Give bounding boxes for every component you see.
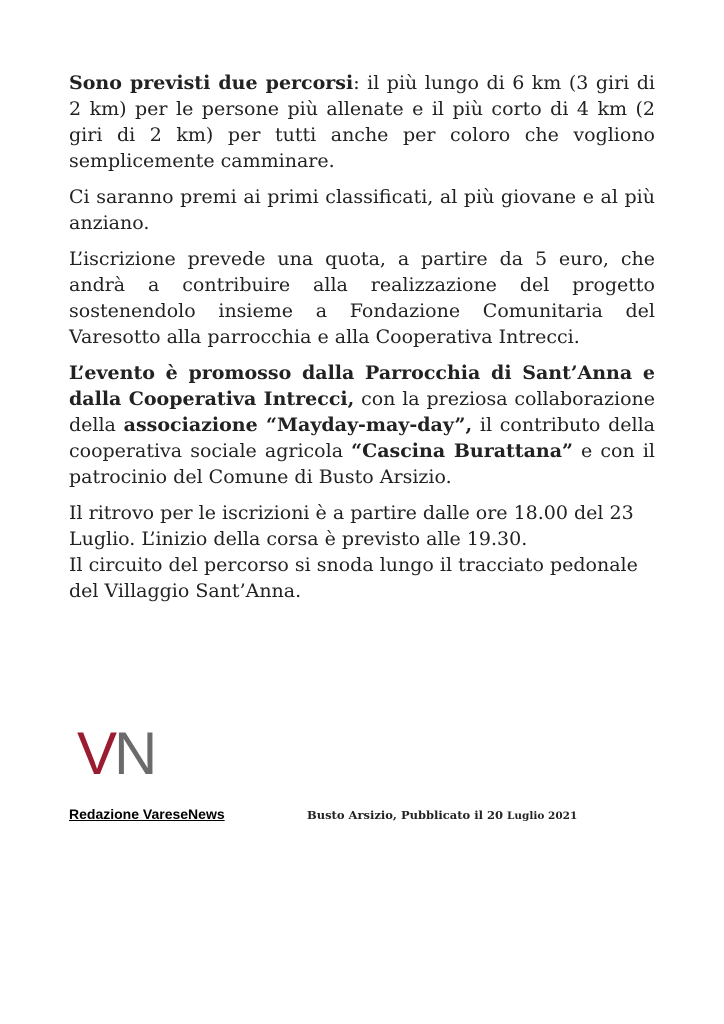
meeting-time: Il ritrovo per le iscrizioni è a partire dalle ore 18.00 del 23 Luglio. L’inizio della corsa è previsto alle 19.30. <box>69 502 634 550</box>
promoters-bold: L’evento è promosso dalla Parrocchia di Sant’Anna e dalla Cooperativa Intrecci, <box>69 362 655 410</box>
logo-letter-n: N <box>114 722 155 782</box>
paragraph-registration: L’iscrizione prevede una quota, a partire da 5 euro, che andrà a contribuire alla realizzazione del progetto sostenendolo insieme a Fondazione Comunitaria del Varesotto alla parrocchia e alla Cooperativa Intrecci. <box>69 248 655 348</box>
cascina-bold: “Cascina Burattana” <box>351 440 573 462</box>
logo-letters <box>77 722 154 782</box>
author-link[interactable]: Redazione VareseNews <box>69 806 225 822</box>
publication-info <box>307 808 577 822</box>
routes-text: : il più lungo di 6 km (3 giri di 2 km) per le persone più allenate e il più corto di 4 km (2 giri di 2 km) per tutti anche per coloro che vogliono semplicemente camminare. <box>69 72 655 172</box>
publication-month-year: Luglio 2021 <box>507 810 578 822</box>
publication-location: Busto Arsizio, <box>307 808 397 822</box>
paragraph-routes <box>69 70 655 174</box>
association-bold: associazione “Mayday-may-day”, <box>123 414 473 436</box>
promoters-text-3: e con il patrocinio del Comune di Busto Arsizio. <box>69 440 655 488</box>
varesenews-logo <box>77 722 167 782</box>
promoters-text-2: il contributo della cooperativa sociale agricola <box>69 414 656 462</box>
published-label: Pubblicato il <box>400 808 483 822</box>
promoters-text-1: con la preziosa collaborazione della <box>69 388 655 436</box>
routes-lead: Sono previsti due percorsi <box>69 72 354 94</box>
paragraph-prizes: Ci saranno premi ai primi classificati, al più giovane e al più anziano. <box>69 186 655 234</box>
article-footer <box>69 806 669 826</box>
paragraph-meeting <box>69 500 655 604</box>
circuit-route: Il circuito del percorso si snoda lungo il tracciato pedonale del Villaggio Sant’Anna. <box>69 554 638 602</box>
article-body <box>69 70 655 614</box>
publication-day: 20 <box>487 808 504 822</box>
logo-letter-v: V <box>77 722 115 782</box>
paragraph-promoters <box>69 360 655 490</box>
